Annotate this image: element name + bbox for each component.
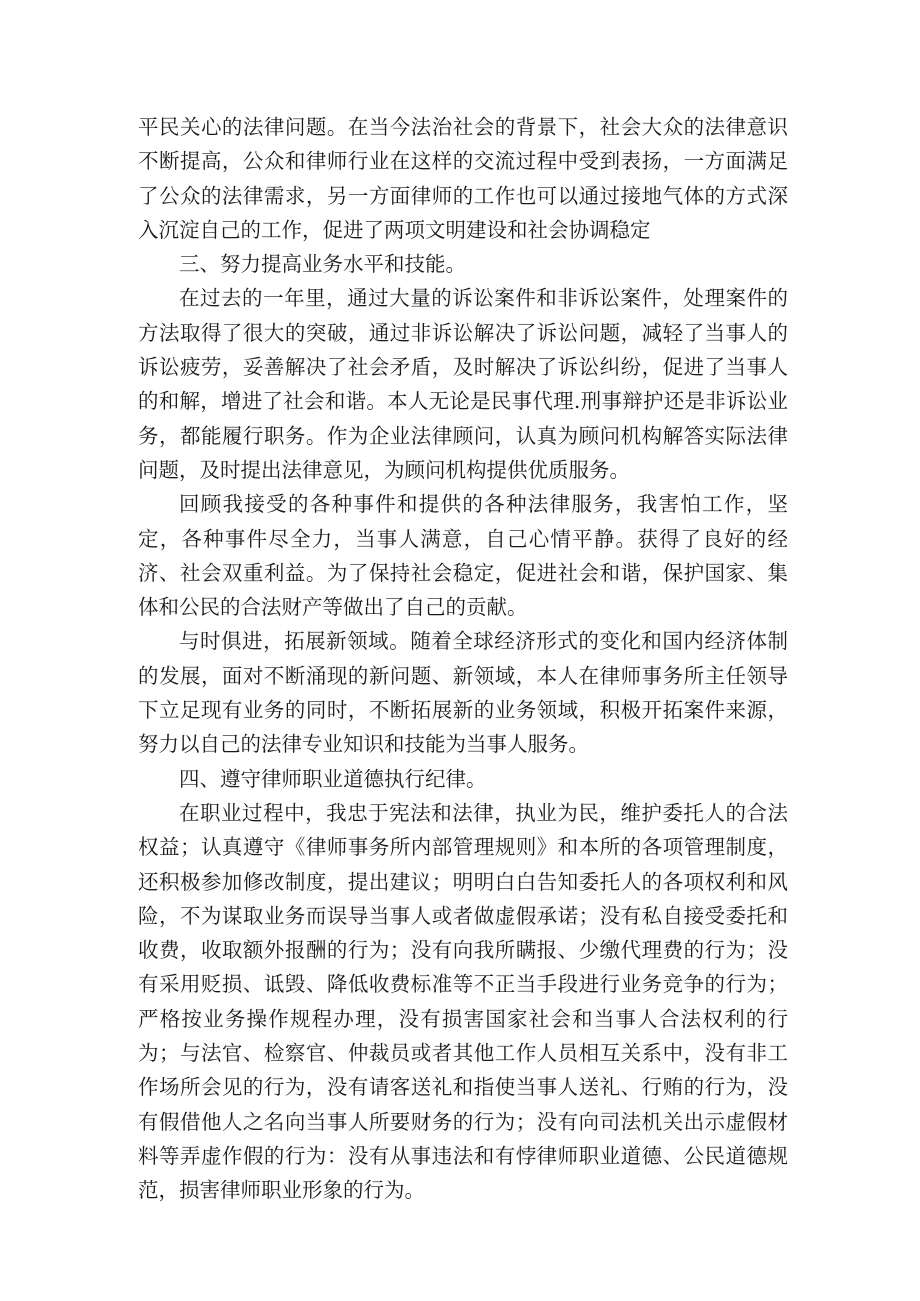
- paragraph-continuation: 平民关心的法律问题。在当今法治社会的背景下，社会大众的法律意识不断提高，公众和律师行业在这样的交流过程中受到表扬，一方面满足了公众的法律需求，另一方面律师的工作也可以通过接地气体的方式深入沉淀自己的工作，促进了两项文明建设和社会协调稳定: [138, 115, 788, 242]
- paragraph-professional-ethics: 在职业过程中，我忠于宪法和法律，执业为民，维护委托人的合法权益；认真遵守《律师事务所内部管理规则》和本所的各项管理制度，还积极参加修改制度，提出建议；明明白白告知委托人的各项权利和风险，不为谋取业务而误导当事人或者做虚假承诺；没有私自接受委托和收费，收取额外报酬的行为；没有向我所瞒报、少缴代理费的行为；没有采用贬损、诋毁、降低收费标准等不正当手段进行业务竞争的行为；严格按业务操作规程办理，没有损害国家社会和当事人合法权利的行为；与法官、检察官、仲裁员或者其他工作人员相互关系中，没有非工作场所会见的行为，没有请客送礼和指使当事人送礼、行贿的行为，没有假借他人之名向当事人所要财务的行为；没有向司法机关出示虚假材料等弄虚作假的行为：没有从事违法和有悖律师职业道德、公民道德规范，损害律师职业形象的行为。: [138, 800, 788, 1203]
- document-body: [138, 110, 788, 1208]
- section-heading-four: 四、遵守律师职业道德执行纪律。: [179, 766, 487, 791]
- section-heading-three: 三、努力提高业务水平和技能。: [179, 252, 466, 277]
- paragraph-review-services: 回顾我接受的各种事件和提供的各种法律服务，我害怕工作，坚定，各种事件尽全力，当事人满意，自己心情平静。获得了良好的经济、社会双重利益。为了保持社会稳定，促进社会和谐，保护国家、集体和公民的合法财产等做出了自己的贡献。: [138, 492, 788, 620]
- paragraph-business-cases: 在过去的一年里，通过大量的诉讼案件和非诉讼案件，处理案件的方法取得了很大的突破，通过非诉讼解决了诉讼问题，减轻了当事人的诉讼疲劳，妥善解决了社会矛盾，及时解决了诉讼纠纷，促进了当事人的和解，增进了社会和谐。本人无论是民事代理.刑事辩护还是非诉讼业务，都能履行职务。作为企业法律顾问，认真为顾问机构解答实际法律问题，及时提出法律意见，为顾问机构提供优质服务。: [138, 286, 788, 482]
- paragraph-new-fields: 与时俱进，拓展新领域。随着全球经济形式的变化和国内经济体制的发展，面对不断涌现的新问题、新领域，本人在律师事务所主任领导下立足现有业务的同时，不断拓展新的业务领域，积极开拓案件来源，努力以自己的法律专业知识和技能为当事人服务。: [138, 629, 788, 757]
